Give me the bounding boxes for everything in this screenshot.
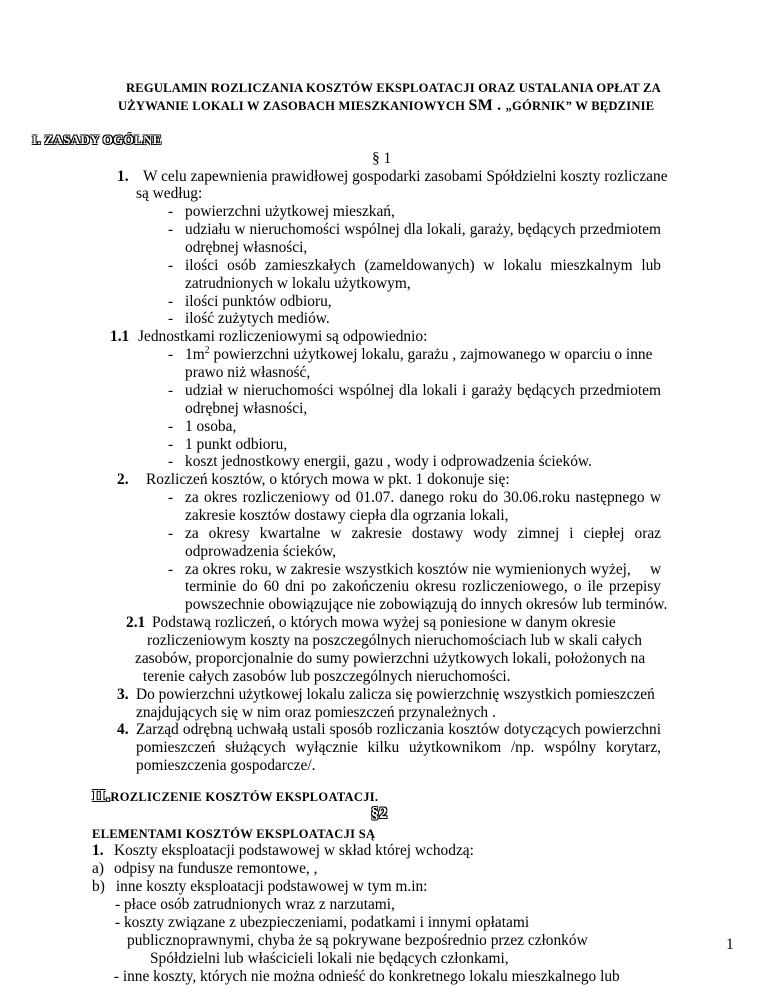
cost-a-line: odpisy na fundusze remontowe, ,: [114, 860, 318, 877]
title-line-1: REGULAMIN ROZLICZANIA KOSZTÓW EKSPLOATACJI ORAZ USTALANIA OPŁAT ZA: [126, 81, 661, 95]
point-2-item-cont: zakresie kosztów dostawy ciepła dla ogrzania lokali,: [185, 507, 509, 524]
cost-b-letter: b): [92, 878, 105, 895]
point-2-1-line: rozliczeniowym koszty na poszczególnych nieruchomościach lub w skali całych: [147, 632, 642, 649]
point-1-1-item-cont: prawo niż własność,: [185, 364, 311, 381]
paragraph-mark-1: § 1: [372, 150, 392, 167]
point-4-line: pomieszczenia gospodarcze/.: [136, 757, 316, 774]
cost-b-line: inne koszty eksploatacji podstawowej w tym m.in:: [112, 878, 428, 895]
page-number: 1: [726, 936, 734, 953]
point-4-number: 4.: [117, 721, 129, 738]
point-2-item: za okres roku, w zakresie wszystkich kosztów nie wymienionych wyżej, w: [185, 561, 662, 578]
point-2-1-line: zasobów, proporcjonalnie do sumy powierzchni użytkowych lokali, położonych na: [135, 650, 646, 667]
point-2-item: za okres rozliczeniowy od 01.07. danego roku do 30.06.roku następnego w: [185, 489, 661, 506]
point-1-1-item: udział w nieruchomości wspólnej dla lokali i garaży będących przedmiotem: [185, 382, 661, 399]
point-1-1-unit: $1m^2$ powierzchni użytkowej lokalu, garażu , zajmowanego w oparciu o inne: [185, 345, 653, 363]
point-1-item: powierzchni użytkowej mieszkań,: [185, 203, 395, 220]
point-1-1-number: 1.1: [110, 328, 130, 345]
list-dash: -: [168, 293, 174, 310]
point-2-line-1: Rozliczeń kosztów, o których mowa w pkt. 1 dokonuje się:: [146, 471, 510, 488]
point-1-item: ilości osób zamieszkałych (zameldowanych) w lokalu mieszkalnym lub: [185, 257, 661, 274]
list-dash: -: [168, 453, 174, 470]
list-dash: -: [168, 203, 174, 220]
point-1-1-line-1: Jednostkami rozliczeniowymi są odpowiednio:: [138, 328, 428, 345]
title-line-2: UŻYWANIE LOKALI W ZASOBACH MIESZKANIOWYCH SM . „GÓRNIK” W BĘDZINIE: [118, 97, 655, 114]
list-dash: -: [168, 382, 174, 399]
point-3-number: 3.: [117, 686, 129, 703]
point-3-line: znajdujących się w nim oraz pomieszczeń przynależnych .: [136, 704, 496, 721]
point-1-item-cont: zatrudnionych w lokalu użytkowym,: [185, 275, 411, 292]
point-1-1-item: 1 punkt odbioru,: [185, 436, 288, 453]
point-1-1-item: 1 osoba,: [185, 418, 237, 435]
cost-b-sub-cont: publicznoprawnymi, chyba że są pokrywane bezpośrednio przez członków: [127, 932, 588, 949]
cost-b-sub: - inne koszty, których nie można odnieść do konkretnego lokalu mieszkalnego lub: [110, 968, 620, 985]
point-1-item-cont: odrębnej własności,: [185, 239, 308, 256]
point-2-number: 2.: [117, 471, 129, 488]
cost-1-number: 1.: [92, 842, 104, 859]
point-2-item-cont: powszechnie obowiązujące nie zobowiązują do innych okresów lub terminów.: [185, 596, 668, 613]
point-2-1-number: 2.1: [126, 614, 146, 631]
list-dash: -: [168, 221, 174, 238]
point-1-line-2: są według:: [136, 185, 203, 202]
paragraph-mark-2: §2: [371, 805, 388, 822]
section-2-heading: II.ROZLICZENIE KOSZTÓW EKSPLOATACJI.: [92, 786, 379, 805]
point-1-line-1: W celu zapewnienia prawidłowej gospodarki zasobami Spółdzielni koszty rozliczane: [143, 168, 668, 185]
point-1-item: udziału w nieruchomości wspólnej dla lokali, garaży, będących przedmiotem: [185, 221, 661, 238]
list-dash: -: [168, 310, 174, 327]
cost-b-sub: - płace osób zatrudnionych wraz z narzutami,: [115, 896, 395, 913]
point-1-number: 1.: [117, 168, 129, 185]
cost-b-sub: - koszty związane z ubezpieczeniami, podatkami i innymi opłatami: [115, 914, 530, 931]
section-1-heading: I. ZASADY OGÓLNE: [32, 132, 162, 147]
point-3-line: Do powierzchni użytkowej lokalu zalicza się powierzchnię wszystkich pomieszczeń: [136, 686, 655, 703]
cost-b-sub-cont: Spółdzielni lub właścicieli lokali nie będących członkami,: [150, 950, 509, 967]
list-dash: -: [168, 346, 174, 363]
point-1-item: ilość zużytych mediów.: [185, 310, 330, 327]
point-4-line: pomieszczeń służących wyłącznie kilku użytkownikom /np. wspólny korytarz,: [136, 739, 661, 756]
list-dash: -: [168, 257, 174, 274]
cost-a-letter: a): [92, 860, 104, 877]
point-1-item: ilości punktów odbioru,: [185, 293, 332, 310]
point-2-item: za okresy kwartalne w zakresie dostawy wody zimnej i ciepłej oraz: [185, 525, 661, 542]
point-2-1-line: Podstawą rozliczeń, o których mowa wyżej są poniesione w danym okresie: [152, 614, 616, 631]
point-1-1-item: koszt jednostkowy energii, gazu , wody i odprowadzenia ścieków.: [185, 453, 592, 470]
section-2-subheading: ELEMENTAMI KOSZTÓW EKSPLOATACJI SĄ: [92, 827, 376, 841]
point-2-item-cont: odprowadzenia ścieków,: [185, 543, 337, 560]
cost-1-line: Koszty eksploatacji podstawowej w skład której wchodzą:: [114, 842, 474, 859]
list-dash: -: [168, 436, 174, 453]
point-2-1-line: terenie całych zasobów lub poszczególnych nieruchomości.: [143, 668, 511, 685]
point-2-item-cont: terminie do 60 dni po zakończeniu okresu rozliczeniowego, o ile przepisy: [185, 578, 661, 595]
point-1-1-item-cont: odrębnej własności,: [185, 400, 308, 417]
list-dash: -: [168, 561, 174, 578]
list-dash: -: [168, 418, 174, 435]
list-dash: -: [168, 489, 174, 506]
point-4-line: Zarząd odrębną uchwałą ustali sposób rozliczania kosztów dotyczących powierzchni: [136, 721, 661, 738]
list-dash: -: [168, 525, 174, 542]
